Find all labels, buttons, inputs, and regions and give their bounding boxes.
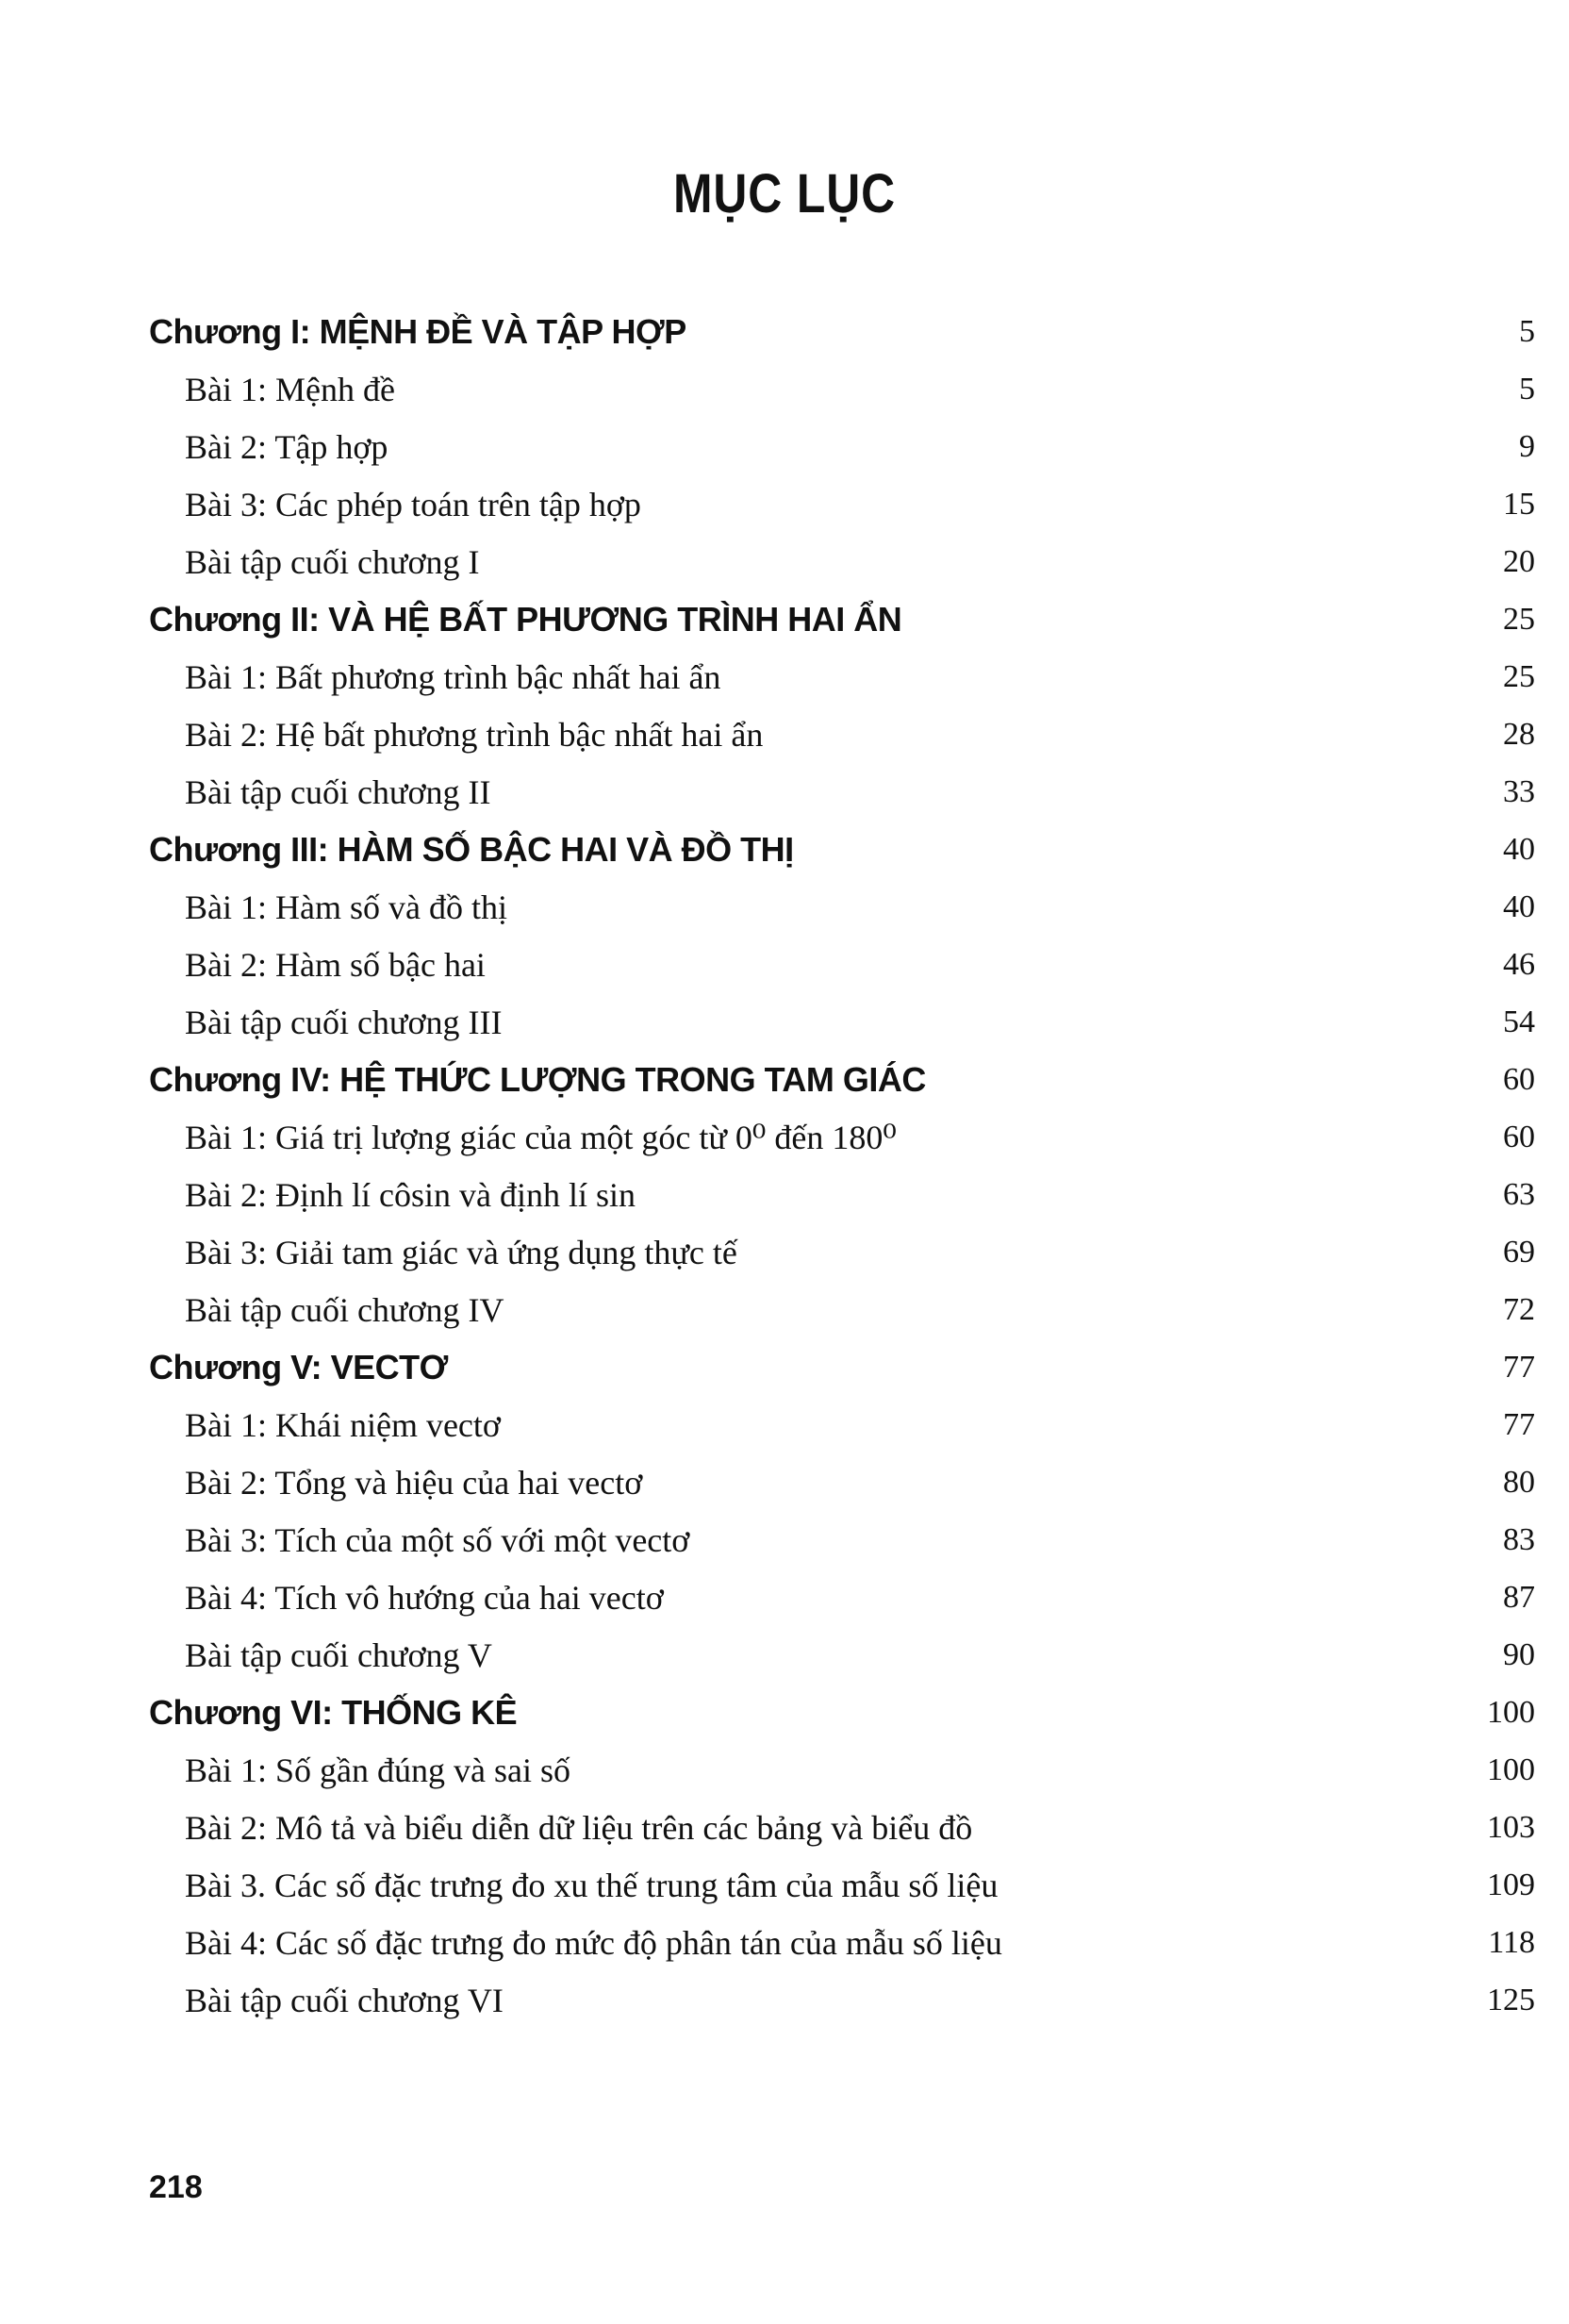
toc-lesson-row bbox=[0, 419, 1569, 476]
lesson-title: Bài 2: Định lí côsin và định lí sin bbox=[185, 1176, 636, 1214]
toc-lesson-row bbox=[0, 1627, 1569, 1685]
toc-lesson-row bbox=[0, 1109, 1569, 1167]
toc-page-number: 69 bbox=[1503, 1235, 1535, 1270]
chapter-title: Chương I: MỆNH ĐỀ VÀ TẬP HỢP bbox=[149, 312, 686, 351]
lesson-title: Bài 1: Số gần đúng và sai số bbox=[185, 1751, 570, 1789]
toc-page-number: 46 bbox=[1503, 947, 1535, 982]
toc-chapter-row bbox=[0, 304, 1569, 361]
toc-lesson-row bbox=[0, 1282, 1569, 1339]
toc-page-number: 87 bbox=[1503, 1580, 1535, 1615]
toc-lesson-row bbox=[0, 1742, 1569, 1800]
toc-page-number: 77 bbox=[1503, 1350, 1535, 1385]
lesson-title: Bài tập cuối chương II bbox=[185, 773, 491, 811]
toc-chapter-row bbox=[0, 1052, 1569, 1109]
toc-page-number: 83 bbox=[1503, 1522, 1535, 1557]
lesson-title: Bài 1: Khái niệm vectơ bbox=[185, 1406, 501, 1444]
lesson-title: Bài 2: Tổng và hiệu của hai vectơ bbox=[185, 1464, 643, 1502]
lesson-title: Bài tập cuối chương V bbox=[185, 1636, 492, 1674]
toc-page-number: 125 bbox=[1487, 1983, 1535, 2017]
toc-page-number: 72 bbox=[1503, 1292, 1535, 1327]
toc-page-number: 109 bbox=[1487, 1868, 1535, 1902]
toc-page-number: 60 bbox=[1503, 1062, 1535, 1097]
lesson-title: Bài 2: Tập hợp bbox=[185, 428, 388, 466]
toc-lesson-row bbox=[0, 361, 1569, 419]
toc-page-number: 25 bbox=[1503, 602, 1535, 637]
toc-page-number: 33 bbox=[1503, 774, 1535, 809]
toc-lesson-row bbox=[0, 706, 1569, 764]
toc-chapter-row bbox=[0, 1685, 1569, 1742]
chapter-title: Chương V: VECTƠ bbox=[149, 1348, 448, 1386]
chapter-title: Chương IV: HỆ THỨC LƯỢNG TRONG TAM GIÁC bbox=[149, 1060, 926, 1099]
lesson-title: Bài 1: Giá trị lượng giác của một góc từ 0⁰ đến 180⁰ bbox=[185, 1119, 897, 1156]
toc-lesson-row bbox=[0, 1972, 1569, 2030]
lesson-title: Bài 3. Các số đặc trưng đo xu thế trung tâm của mẫu số liệu bbox=[185, 1867, 999, 1904]
toc-lesson-row bbox=[0, 476, 1569, 534]
chapter-title: Chương III: HÀM SỐ BẬC HAI VÀ ĐỒ THỊ bbox=[149, 830, 794, 869]
toc-lesson-row bbox=[0, 1915, 1569, 1972]
toc-page-number: 20 bbox=[1503, 544, 1535, 579]
toc-lesson-row bbox=[0, 1454, 1569, 1512]
lesson-title: Bài 3: Giải tam giác và ứng dụng thực tế bbox=[185, 1234, 737, 1271]
toc-page-number: 15 bbox=[1503, 487, 1535, 522]
toc-page-number: 118 bbox=[1488, 1925, 1535, 1960]
chapter-title: Chương II: VÀ HỆ BẤT PHƯƠNG TRÌNH HAI ẨN bbox=[149, 600, 902, 639]
toc-page-number: 5 bbox=[1519, 372, 1535, 407]
chapter-title: Chương VI: THỐNG KÊ bbox=[149, 1693, 518, 1732]
toc-lesson-row bbox=[0, 1800, 1569, 1857]
toc-page-number: 90 bbox=[1503, 1637, 1535, 1672]
toc-page-number: 63 bbox=[1503, 1177, 1535, 1212]
toc-page-number: 54 bbox=[1503, 1004, 1535, 1039]
toc-lesson-row bbox=[0, 1512, 1569, 1569]
lesson-title: Bài 4: Tích vô hướng của hai vectơ bbox=[185, 1579, 664, 1617]
toc-page-number: 100 bbox=[1487, 1752, 1535, 1787]
toc-page-number: 25 bbox=[1503, 659, 1535, 694]
page-number: 218 bbox=[149, 2169, 203, 2205]
lesson-title: Bài tập cuối chương IV bbox=[185, 1291, 504, 1329]
lesson-title: Bài tập cuối chương VI bbox=[185, 1982, 504, 2019]
lesson-title: Bài 3: Tích của một số với một vectơ bbox=[185, 1521, 690, 1559]
toc-page-number: 28 bbox=[1503, 717, 1535, 752]
toc-lesson-row bbox=[0, 994, 1569, 1052]
lesson-title: Bài 4: Các số đặc trưng đo mức độ phân tán của mẫu số liệu bbox=[185, 1924, 1002, 1962]
lesson-title: Bài tập cuối chương III bbox=[185, 1004, 503, 1041]
toc-list bbox=[0, 304, 1569, 2030]
lesson-title: Bài 2: Hàm số bậc hai bbox=[185, 946, 486, 984]
toc-chapter-row bbox=[0, 1339, 1569, 1397]
toc-lesson-row bbox=[0, 937, 1569, 994]
lesson-title: Bài 2: Hệ bất phương trình bậc nhất hai ẩn bbox=[185, 716, 764, 754]
toc-page-number: 40 bbox=[1503, 889, 1535, 924]
toc-page-number: 9 bbox=[1519, 429, 1535, 464]
toc-lesson-row bbox=[0, 534, 1569, 591]
page-title: MỤC LỤC bbox=[673, 163, 896, 224]
toc-page-number: 60 bbox=[1503, 1120, 1535, 1154]
toc-lesson-row bbox=[0, 1857, 1569, 1915]
toc-page-number: 77 bbox=[1503, 1407, 1535, 1442]
toc-lesson-row bbox=[0, 764, 1569, 822]
toc-chapter-row bbox=[0, 591, 1569, 649]
toc-lesson-row bbox=[0, 649, 1569, 706]
toc-chapter-row bbox=[0, 822, 1569, 879]
toc-page-number: 40 bbox=[1503, 832, 1535, 867]
toc-page-number: 5 bbox=[1519, 314, 1535, 349]
toc-lesson-row bbox=[0, 879, 1569, 937]
toc-lesson-row bbox=[0, 1569, 1569, 1627]
toc-lesson-row bbox=[0, 1397, 1569, 1454]
lesson-title: Bài 3: Các phép toán trên tập hợp bbox=[185, 486, 641, 523]
toc-lesson-row bbox=[0, 1167, 1569, 1224]
toc-page-number: 80 bbox=[1503, 1465, 1535, 1500]
toc-page-number: 103 bbox=[1487, 1810, 1535, 1845]
lesson-title: Bài 2: Mô tả và biểu diễn dữ liệu trên các bảng và biểu đồ bbox=[185, 1809, 973, 1847]
toc-page-number: 100 bbox=[1487, 1695, 1535, 1730]
lesson-title: Bài 1: Hàm số và đồ thị bbox=[185, 888, 507, 926]
lesson-title: Bài 1: Bất phương trình bậc nhất hai ẩn bbox=[185, 658, 721, 696]
toc-lesson-row bbox=[0, 1224, 1569, 1282]
lesson-title: Bài 1: Mệnh đề bbox=[185, 371, 395, 408]
lesson-title: Bài tập cuối chương I bbox=[185, 543, 480, 581]
